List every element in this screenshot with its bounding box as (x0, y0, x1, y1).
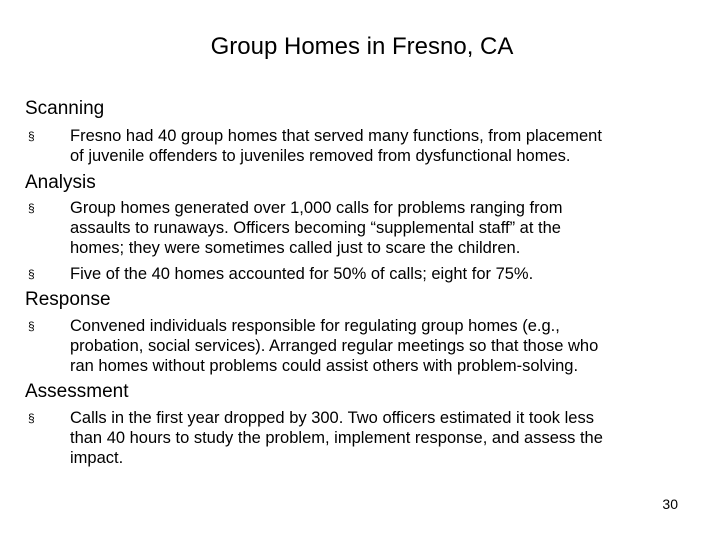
section-heading-scanning: Scanning (25, 98, 105, 119)
bullet-text: Group homes generated over 1,000 calls for problems ranging from assaults to runaways. Officers becoming “supplemental staff” at the homes; they were sometimes called just to scare the children. (70, 199, 563, 257)
section-heading-analysis: Analysis (25, 172, 96, 193)
bullet-text: Five of the 40 homes accounted for 50% of calls; eight for 75%. (70, 265, 534, 283)
bullet-marker: § (28, 319, 35, 333)
bullet-marker: § (28, 411, 35, 425)
bullet-text: Calls in the first year dropped by 300. Two officers estimated it took less than 40 hours to study the problem, implement response, and assess the impact. (70, 409, 603, 467)
bullet-marker: § (28, 201, 35, 215)
section-heading-response: Response (25, 289, 111, 310)
bullet-item (25, 198, 693, 258)
bullet-marker: § (28, 129, 35, 143)
bullet-text: Fresno had 40 group homes that served many functions, from placement of juvenile offenders to juveniles removed from dysfunctional homes. (70, 127, 602, 165)
bullet-item (25, 126, 693, 166)
section-heading-assessment: Assessment (25, 381, 129, 402)
bullet-text: Convened individuals responsible for regulating group homes (e.g., probation, social services). Arranged regular meetings so that those who ran homes without problems could assist others with problem-solving. (70, 317, 599, 375)
bullet-item (25, 264, 693, 284)
page-number: 30 (662, 496, 678, 512)
bullet-item (25, 316, 693, 376)
slide-title: Group Homes in Fresno, CA (210, 33, 514, 60)
bullet-item (25, 408, 693, 468)
bullet-marker: § (28, 267, 35, 281)
